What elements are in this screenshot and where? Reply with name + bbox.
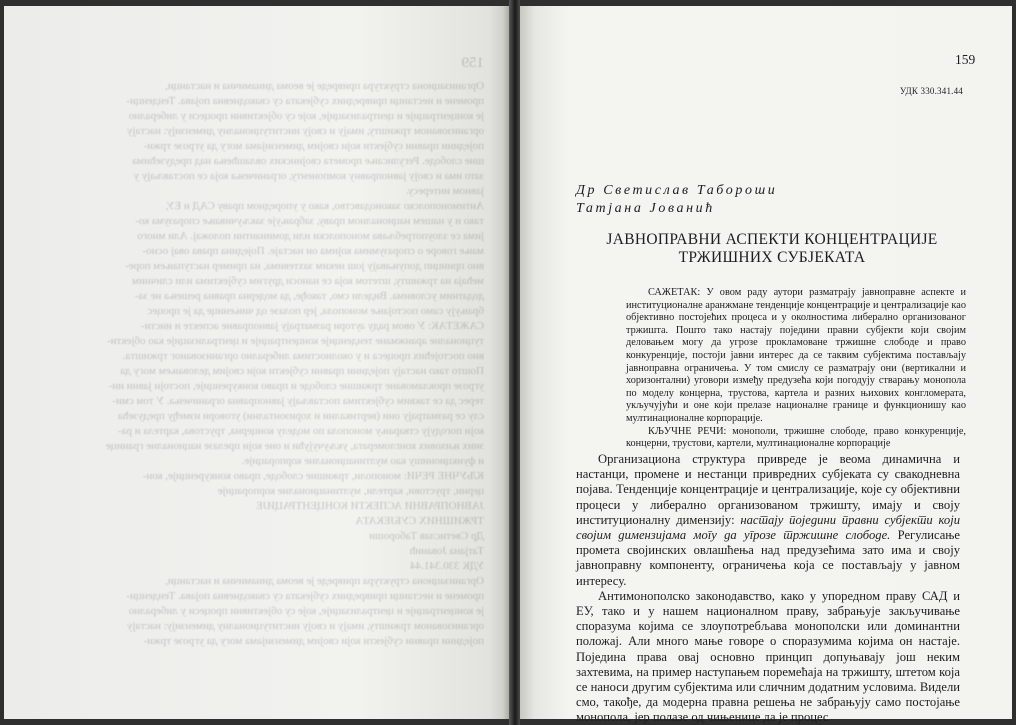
- show-through-line: организованом тржишту, имају и своју институционалну димензију: настају: [126, 125, 484, 137]
- show-through-line: промене и нестанци привредних субјеката су свакодневна појава. Тенденци-: [126, 95, 484, 107]
- show-through-line: јавном интересу.: [405, 185, 484, 197]
- show-through-lines: [74, 79, 484, 649]
- show-through-line: је концентрације и централизације, које су објективни процеси у либерално: [128, 605, 484, 617]
- show-through-line: УДК 330.341.44: [410, 560, 484, 572]
- show-through-line: терес да се таквим субјектима постављају јавноправна ограничења. У том сми-: [112, 395, 484, 407]
- udk-code: УДК 330.341.44: [899, 86, 963, 96]
- show-through-line: јима се злоупотребљава монополски или доминантни положај. Али много: [137, 230, 484, 242]
- title-line: ЈАВНОПРАВНИ АСПЕКТИ КОНЦЕНТРАЦИЈЕ: [606, 231, 938, 248]
- show-through-line: Организациона структура привреде је веома динамична и настанци,: [165, 80, 484, 92]
- page-number: 159: [955, 52, 976, 67]
- left-page: [4, 6, 509, 719]
- show-through-text: [74, 56, 484, 649]
- show-through-line: ТРЖИШНИХ СУБЈЕКАТА: [355, 515, 484, 527]
- show-through-line: слу се разматрају они (вертикални и хоризонтални) уговори између предузећа: [117, 410, 484, 422]
- show-through-line: промене и нестанци привредних субјеката су свакодневна појава. Тенденци-: [126, 590, 484, 602]
- show-through-line: који погодују стварању монопола по моделу концерна, трустова, картела и ра-: [118, 425, 484, 437]
- abstract: [626, 287, 966, 451]
- author-name: Др Светислав Табороши: [576, 183, 778, 198]
- show-through-line: Др Светислав Табороши: [369, 530, 484, 542]
- show-through-line: зато има и своју јавноправну компоненту, ограничења која се постављају у: [133, 170, 484, 182]
- show-through-line: Организациона структура привреде је веома динамична и настанци,: [165, 575, 484, 587]
- right-page: [520, 6, 1012, 725]
- show-through-line: је концентрације и централизације, које су објективни процеси у либерално: [128, 110, 484, 122]
- abstract-text: САЖЕТАК: У овом раду аутори разматрају јавноправне аспекте и институционалне аранжмане тенденције концентрације и централизације као објективно постојећих процеса и у околностима либерално организованог тржишта. Пошто тако настају поједини правни субјекти који својим деловањем могу да угрозе прокламоване тржишне слободе и право конкуренције, постоји јавни интерес да се таквим субјектима постављају јавноправна ограничења. У том смислу се разматрају они (вертикални и хоризонтални) уговори између предузећа који погодују стварању монопола по моделу концерна, трустова, картела и разних њихових конгломерата, укључујући и оне који прелазе националне границе и функционишу као мултинационалне корпорације.: [626, 287, 966, 424]
- show-through-line: поједини правни субјекти који својим димензијама могу да угрозе тржи-: [143, 635, 484, 647]
- show-through-line: тако и у нашем националном праву, забрањује закључивање споразума ко-: [135, 215, 484, 227]
- keywords: КЉУЧНЕ РЕЧИ: монополи, тржишне слободе, право конкуренције, концерни, трустови, картели, мултинационалне корпорације: [626, 425, 966, 450]
- show-through-line: угрозе прокламоване тржишне слободе и право конкуренције, постоји јавни ин-: [108, 380, 484, 392]
- show-through-line: мећаја на тржишту, штетом која се наноси другим субјектима или сличним: [132, 275, 484, 287]
- emphasized-text: настају поједини правни субјекти који својим димензијама могу да угрозе тржишне слободе.: [576, 512, 960, 543]
- show-through-page-number: 159: [461, 55, 484, 71]
- body-text: [576, 452, 960, 725]
- authors: [576, 182, 777, 218]
- body-paragraph: [576, 452, 960, 589]
- book-gutter: [509, 0, 520, 725]
- show-through-line: вно постојећих процеса и у околностима либерално организованог тржишта.: [122, 350, 484, 362]
- show-through-line: Пошто тако настају поједини правни субјекти који својим деловањем могу да: [120, 365, 484, 377]
- show-through-line: вно принцип допуњавају још неким захтевима, на пример наступањем поре-: [125, 260, 484, 272]
- show-through-line: поједини правни субјекти који својим димензијама могу да угрозе тржи-: [143, 140, 484, 152]
- show-through-line: шне слободе. Регулисање промета својинских овлашћења над предузећима: [132, 155, 484, 167]
- author-name: Татјана Јованић: [576, 201, 715, 216]
- show-through-line: Татјана Јованић: [409, 545, 484, 557]
- article-title: [576, 231, 968, 267]
- show-through-line: туционалне аранжмане тенденције концентрације и централизације као објекти-: [106, 335, 484, 347]
- show-through-line: Антимонополско законодавство, како у упоредном праву САД и ЕУ,: [165, 200, 484, 212]
- show-through-line: и функционишу као мултинационалне корпорације.: [241, 455, 484, 467]
- show-through-line: церни, трустови, картели, мултинационалне корпорације: [217, 485, 484, 497]
- show-through-line: КЉУЧНЕ РЕЧИ: монополи, тржишне слободе, право конкуренције, кон-: [142, 470, 484, 482]
- show-through-line: додатним условима. Видели смо, такође, да модерна правна решења не за-: [134, 290, 484, 302]
- show-through-line: брањују само постојање монопола, јер полазе од чињенице да је процес: [147, 305, 484, 317]
- show-through-line: ЈАВНОПРАВНИ АСПЕКТИ КОНЦЕНТРАЦИЈЕ: [256, 500, 484, 512]
- show-through-line: мање говоре о споразумима којима он настаје. Поједина права овај осно-: [142, 245, 484, 257]
- show-through-line: САЖЕТАК: У овом раду аутори разматрају јавноправне аспекте и инсти-: [140, 320, 484, 332]
- show-through-line: организованом тржишту, имају и своју институционалну димензију: настају: [126, 620, 484, 632]
- body-text-run: Организациона структура привреде је веома динамична и настанци, промене и нестанци привредних субјеката су свакодневна појава. Тенденције концентрације и централизације, које су објективни процеси у либерално организованом тржишту, имају и своју институционалну димензију:: [576, 452, 960, 527]
- title-line: ТРЖИШНИХ СУБЈЕКАТА: [678, 249, 866, 266]
- body-text-run: Регулисање промета својинских овлашћења над предузећима зато има и своју јавноправну компоненту, ограничења која се постављају у јавном интересу.: [576, 528, 960, 588]
- show-through-line: зних њихових конгломерата, укључујући и оне који прелазе националне границе: [106, 440, 484, 452]
- body-paragraph: Антимонополско законодавство, како у упоредном праву САД и ЕУ, тако и у нашем националном праву, забрањује закључивање споразума којима се злоупотребљава монополски или доминантни положај. Али много мање говоре о споразумима којима он настаје. Поједина права овај основно принцип допуњавају још неким захтевима, на пример наступањем поремећаја на тржишту, штетом која се наноси другим субјектима или сличним додатним условима. Видели смо, такође, да модерна правна решења не забрањују само постојање монопола, јер полазе од чињенице да је процес: [576, 588, 960, 725]
